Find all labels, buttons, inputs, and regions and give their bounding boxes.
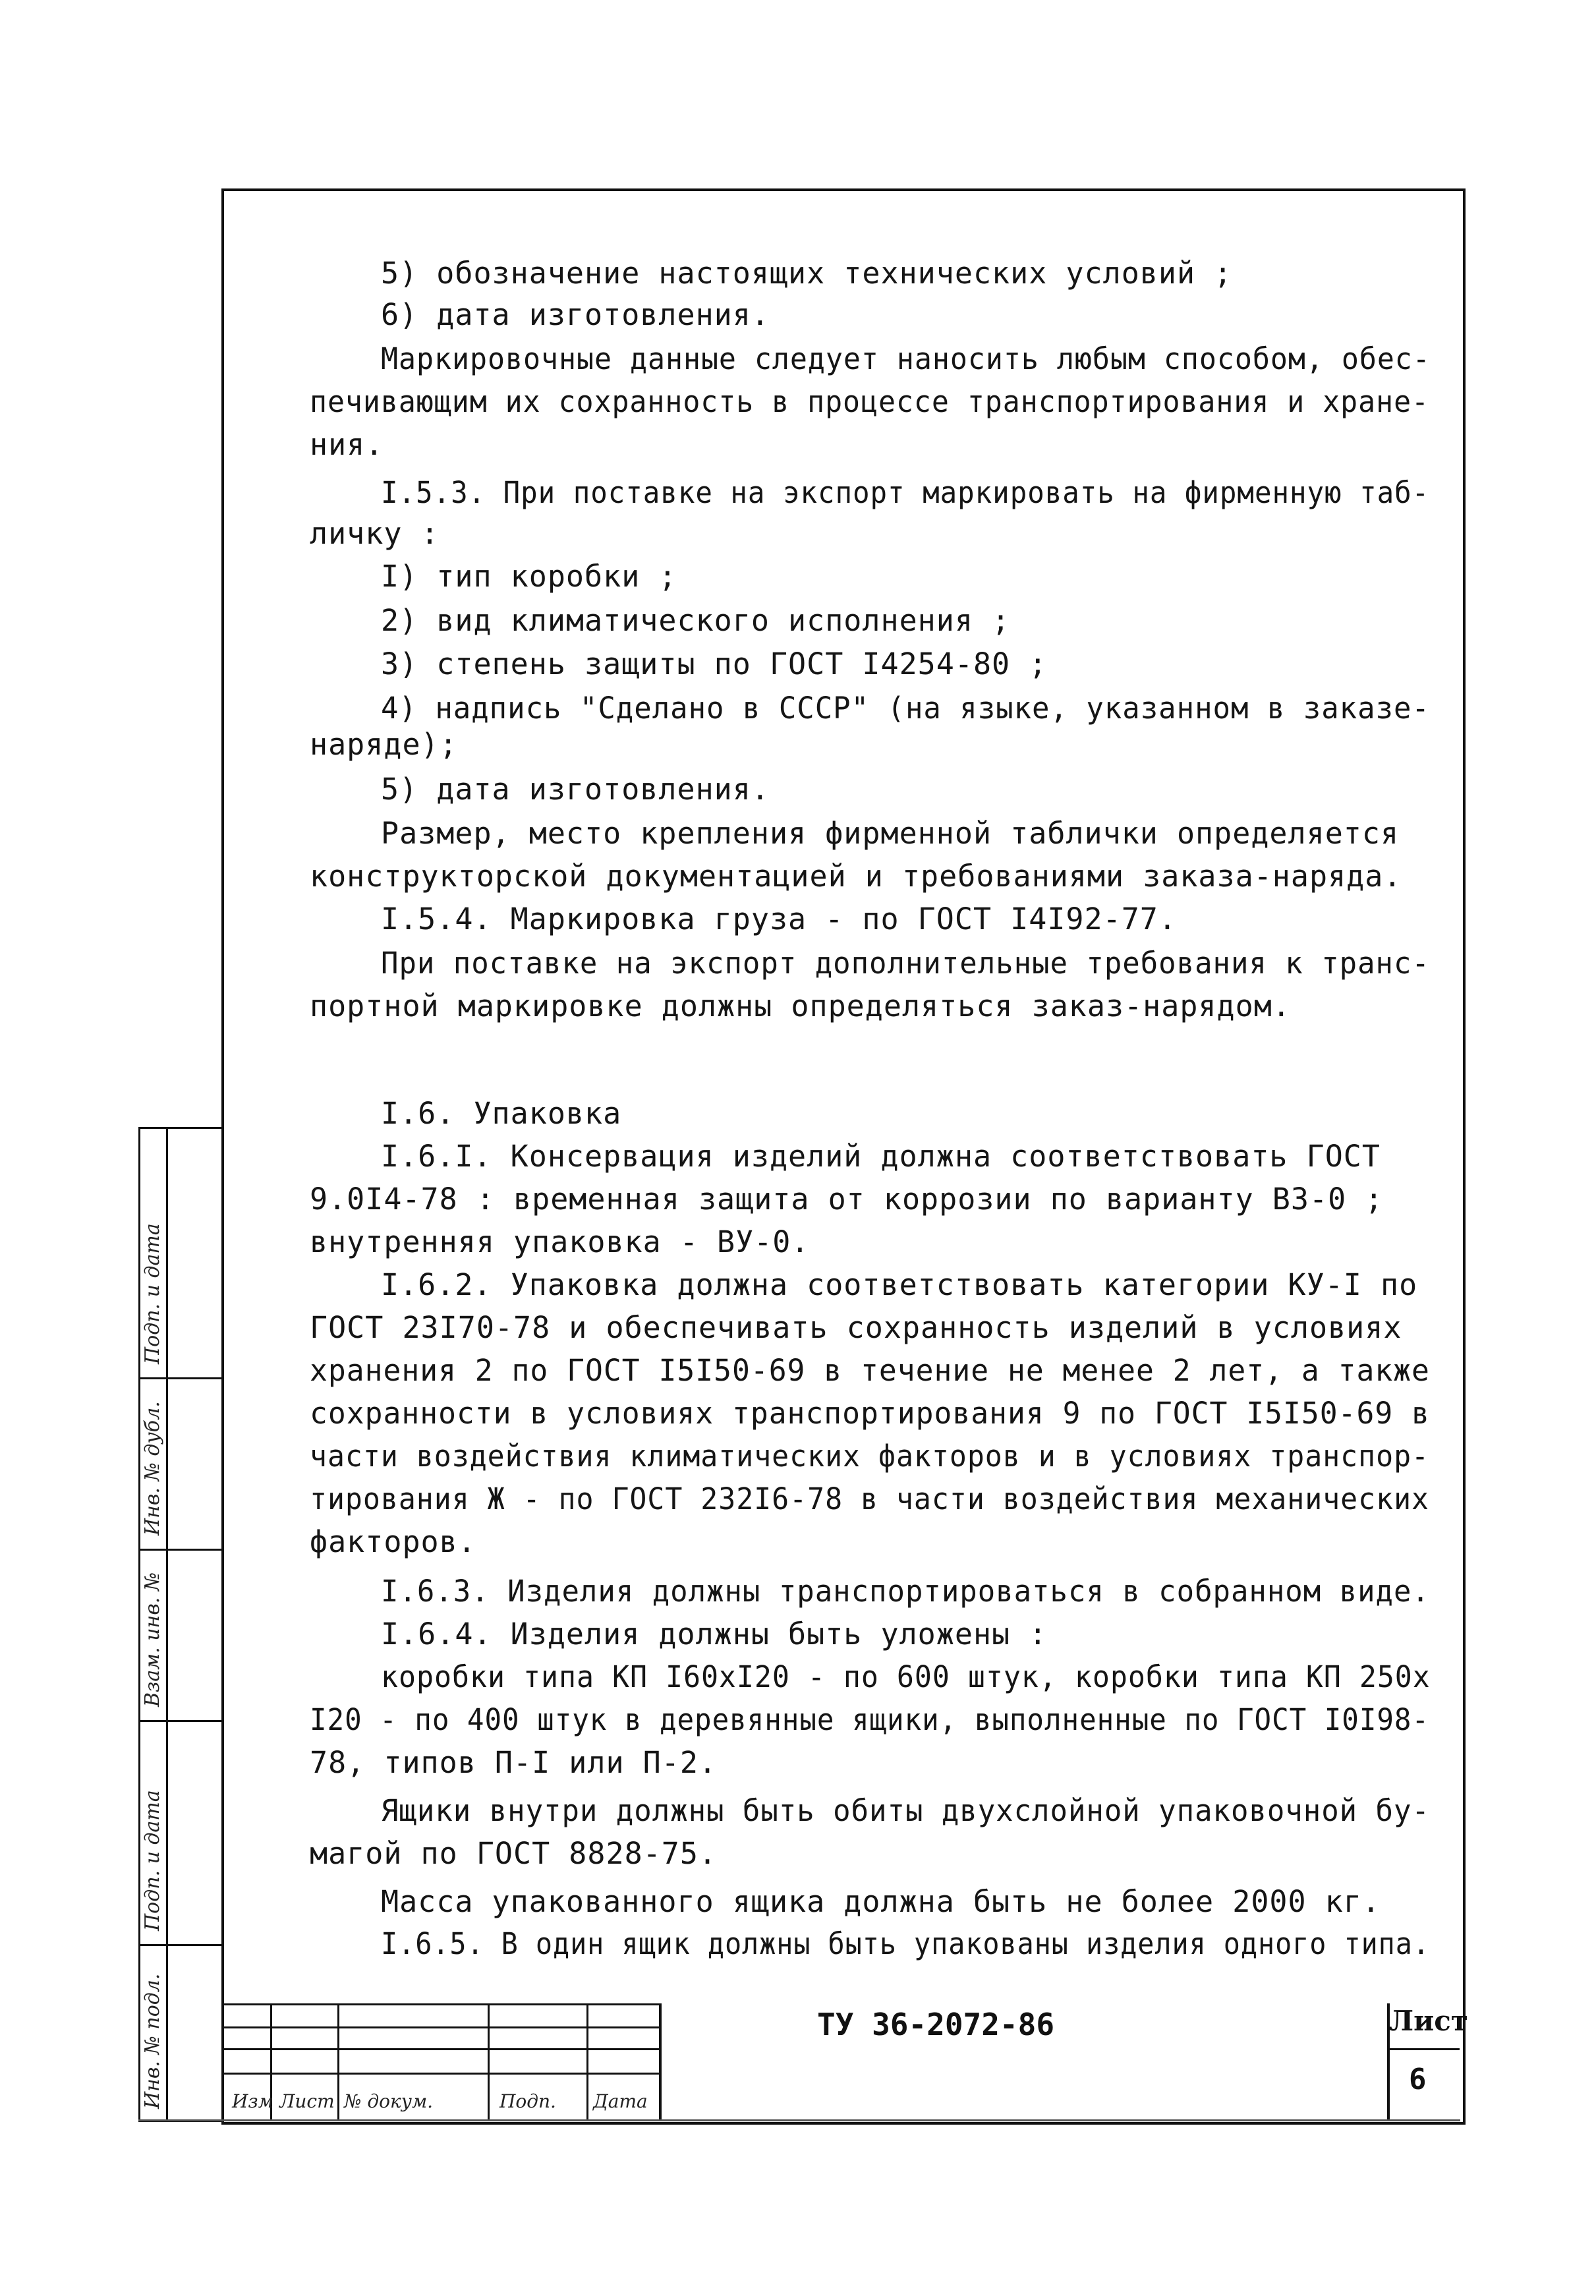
text-line: 6) дата изготовления. <box>381 297 770 332</box>
sheet-label: Лист <box>1389 2005 1468 2037</box>
text-line: части воздействия климатических факторов и в условиях транспор- <box>310 1439 1430 1474</box>
text-line: 5) дата изготовления. <box>381 772 770 807</box>
column-label: Изм <box>232 2090 273 2112</box>
title-block-rule <box>224 2026 659 2028</box>
text-line: Маркировочные данные следует наносить любым способом, обес- <box>381 341 1431 376</box>
strip-label: Инв. № подл. <box>141 1973 164 2109</box>
text-line: конструкторской документацией и требованиями заказа-наряда. <box>310 859 1402 894</box>
text-line: личку : <box>310 516 440 551</box>
text-line: Масса упакованного ящика должна быть не более 2000 кг. <box>381 1884 1381 1919</box>
text-line: I.6.3. Изделия должны транспортироваться в собранном виде. <box>381 1574 1430 1609</box>
text-line: 4) надпись "Сделано в СССР" (на языке, указанном в заказе- <box>381 691 1430 726</box>
text-line: I.6.2. Упаковка должна соответствовать категории КУ-I по <box>381 1267 1418 1302</box>
text-line: 5) обозначение настоящих технических условий ; <box>381 256 1233 291</box>
text-line: I.6.4. Изделия должны быть уложены : <box>381 1617 1048 1651</box>
column-label: Дата <box>593 2090 648 2112</box>
strip-label: Инв. № дубл. <box>141 1401 164 1535</box>
binding-strip <box>138 1127 224 2122</box>
text-line: 3) степень защиты по ГОСТ I4254-80 ; <box>381 646 1048 681</box>
title-block-rule <box>659 2003 662 2119</box>
text-line: сохранности в условиях транспортирования 9 по ГОСТ I5I50-69 в <box>310 1396 1430 1431</box>
strip-divider <box>138 1549 224 1551</box>
strip-label: Подп. и дата <box>141 1223 164 1364</box>
text-line: печивающим их сохранность в процессе транспортирования и хране- <box>310 384 1430 419</box>
title-block-rule <box>224 2048 659 2050</box>
title-block-rule <box>586 2003 588 2119</box>
strip-divider <box>221 1127 223 2122</box>
text-line: I20 - по 400 штук в деревянные ящики, выполненные по ГОСТ I0I98- <box>310 1702 1430 1737</box>
strip-divider <box>166 1127 168 2122</box>
strip-divider <box>138 1127 224 1129</box>
strip-divider <box>138 1127 140 2122</box>
strip-label: Подп. и дата <box>141 1790 164 1931</box>
strip-divider <box>138 1377 224 1379</box>
column-label: № докум. <box>344 2090 434 2112</box>
text-line: Ящики внутри должны быть обиты двухслойной упаковочной бу- <box>381 1793 1430 1828</box>
text-line: ГОСТ 23I70-78 и обеспечивать сохранность изделий в условиях <box>310 1310 1402 1345</box>
title-block-rule <box>224 2073 659 2075</box>
text-line: 9.0I4-78 : временная защита от коррозии по варианту В3-0 ; <box>310 1182 1384 1217</box>
column-label: Подп. <box>499 2090 556 2112</box>
strip-label: Взам. инв. № <box>141 1572 164 1707</box>
text-line: ния. <box>310 427 384 462</box>
text-line: внутренняя упаковка - ВУ-0. <box>310 1224 810 1259</box>
text-line: 78, типов П-I или П-2. <box>310 1745 718 1780</box>
text-line: магой по ГОСТ 8828-75. <box>310 1836 718 1871</box>
section-heading: I.6. Упаковка <box>381 1096 622 1131</box>
text-line: I.5.3. При поставке на экспорт маркировать на фирменную таб- <box>381 475 1430 510</box>
title-block-rule <box>224 2003 659 2005</box>
text-line: I.6.I. Консервация изделий должна соответствовать ГОСТ <box>381 1139 1381 1174</box>
text-line: портной маркировке должны определяться заказ-нарядом. <box>310 989 1291 1023</box>
text-line: хранения 2 по ГОСТ I5I50-69 в течение не менее 2 лет, а также <box>310 1353 1430 1388</box>
text-line: коробки типа КП I60хI20 - по 600 штук, коробки типа КП 250х <box>381 1659 1431 1694</box>
text-line: I.5.4. Маркировка груза - по ГОСТ I4I92-77. <box>381 902 1177 936</box>
text-line: I) тип коробки ; <box>381 559 677 594</box>
strip-divider <box>138 1720 224 1722</box>
text-line: Размер, место крепления фирменной таблички определяется <box>381 816 1400 851</box>
column-label: Лист <box>279 2090 335 2112</box>
document-code: ТУ 36-2072-86 <box>817 2007 1055 2042</box>
text-line: 2) вид климатического исполнения ; <box>381 603 1011 638</box>
text-line: I.6.5. В один ящик должны быть упакованы изделия одного типа. <box>381 1926 1430 1961</box>
text-line: тирования Ж - по ГОСТ 232I6-78 в части воздействия механических <box>310 1481 1430 1516</box>
text-line: При поставке на экспорт дополнительные требования к транс- <box>381 946 1430 981</box>
text-line: наряде); <box>310 727 458 762</box>
text-line: факторов. <box>310 1524 476 1559</box>
title-block-rule <box>1387 2048 1460 2050</box>
bottom-dash-rule <box>138 2119 1460 2121</box>
strip-divider <box>138 1944 224 1946</box>
title-block-rule <box>337 2003 339 2119</box>
title-block-rule <box>488 2003 490 2119</box>
sheet-number: 6 <box>1409 2063 1427 2096</box>
